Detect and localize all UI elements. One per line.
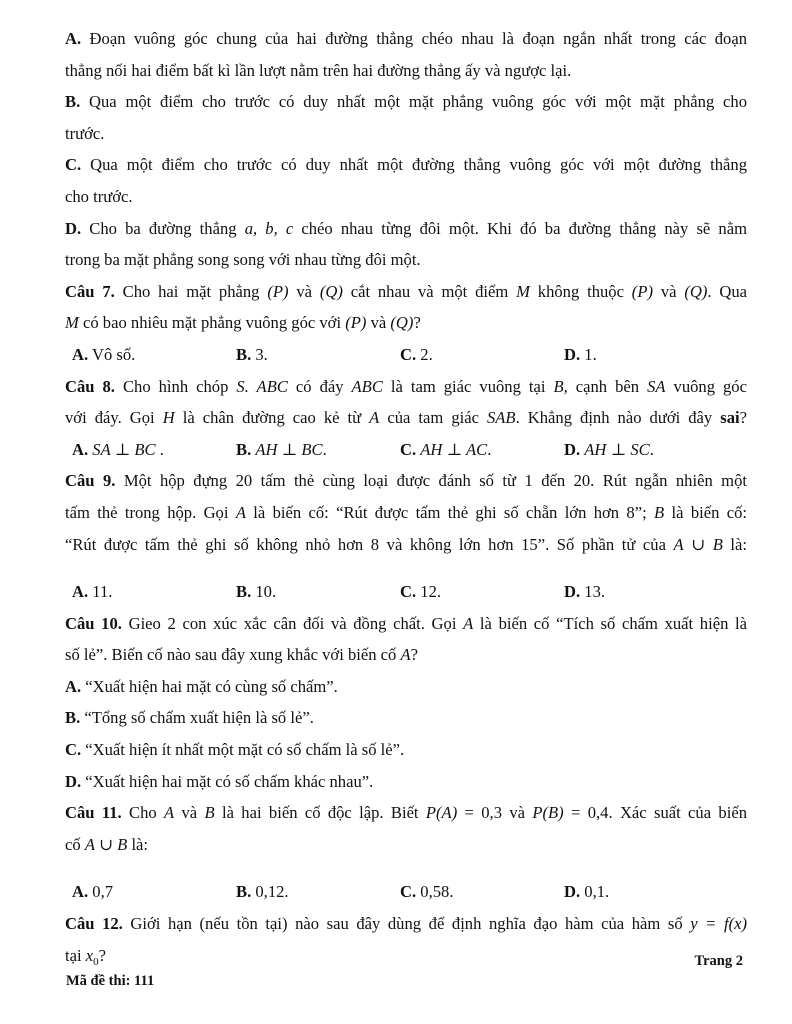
text-segment: D.: [564, 582, 581, 602]
text-line: [65, 734, 747, 766]
text-segment: là biến cố:: [664, 502, 747, 522]
answer-option: [557, 876, 747, 908]
text-segment: M: [65, 313, 79, 333]
answer-option: [229, 339, 393, 371]
text-segment: B: [553, 376, 564, 396]
text-segment: B.: [236, 344, 252, 364]
text-segment: là biến cố: “Rút được tấm thẻ ghi số chẵn lớn hơn 8”;: [245, 502, 655, 522]
answer-option: [65, 576, 229, 608]
text-segment: (Q): [390, 313, 414, 333]
text-segment: x: [85, 945, 94, 965]
text-segment: C.: [400, 439, 417, 459]
text-segment: A.: [65, 29, 82, 48]
text-segment: vuông góc: [665, 376, 747, 396]
text-segment: cho trước.: [65, 186, 133, 206]
text-line: [65, 244, 747, 276]
text-segment: trước.: [65, 123, 105, 143]
text-line: [65, 118, 747, 150]
text-segment: cố: [65, 834, 85, 854]
text-segment: P(A): [425, 803, 458, 823]
answer-option: [65, 876, 229, 908]
text-segment: chéo nhau từng đôi một. Khi đó ba đường thẳng này sẽ nằm: [293, 218, 747, 238]
text-segment: Câu 11.: [65, 803, 122, 823]
text-segment: A.: [72, 439, 89, 459]
text-segment: Cho hình chóp: [114, 376, 237, 396]
text-segment: D.: [564, 439, 581, 459]
text-segment: “Tổng số chấm xuất hiện là số lẻ”.: [80, 708, 314, 728]
text-segment: AH ⊥ SC: [584, 439, 650, 459]
text-line: [65, 639, 747, 671]
text-line: [65, 529, 747, 561]
text-segment: tấm thẻ trong hộp. Gọi: [65, 502, 236, 522]
text-line: [65, 608, 747, 640]
text-segment: SA ⊥ BC: [92, 439, 156, 459]
answer-option: [393, 576, 557, 608]
text-segment: 3.: [251, 344, 268, 364]
exam-document-body: [65, 23, 747, 971]
text-segment: không thuộc: [529, 281, 632, 301]
text-segment: (Q): [319, 281, 343, 301]
text-segment: (P): [267, 281, 289, 301]
text-line: [65, 276, 747, 308]
text-segment: D.: [65, 218, 82, 238]
text-segment: , cạnh bên: [563, 376, 648, 396]
text-segment: là:: [722, 534, 747, 554]
answer-option: [557, 576, 747, 608]
text-line: [65, 797, 747, 829]
text-line: [65, 829, 747, 861]
text-line: [65, 766, 747, 798]
text-segment: ∪: [94, 834, 118, 854]
text-segment: .: [322, 439, 327, 459]
text-segment: P(B): [532, 803, 564, 823]
text-line: [65, 86, 747, 118]
text-segment: và: [366, 313, 391, 333]
answer-option: [65, 339, 229, 371]
text-segment: ?: [739, 408, 747, 428]
text-segment: C.: [400, 344, 417, 364]
text-segment: trong ba mặt phẳng song song với nhau từng đôi một.: [65, 250, 421, 270]
answer-option: [229, 876, 393, 908]
text-segment: B.: [236, 439, 252, 459]
text-segment: Câu 12.: [65, 914, 123, 934]
text-segment: 1.: [580, 344, 597, 364]
text-segment: AH ⊥ BC: [255, 439, 323, 459]
text-segment: C.: [400, 582, 417, 602]
answer-option: [557, 434, 747, 466]
text-line: [65, 307, 747, 339]
text-line: [65, 181, 747, 213]
text-segment: B.: [236, 882, 252, 902]
text-segment: Giới hạn (nếu tồn tại) nào sau đây dùng để định nghĩa đạo hàm của hàm số: [122, 914, 691, 934]
text-segment: của tam giác: [379, 408, 487, 428]
text-segment: “Xuất hiện ít nhất một mặt có số chấm là số lẻ”.: [81, 740, 405, 760]
text-segment: Cho ba đường thẳng: [81, 218, 245, 238]
text-line: [65, 465, 747, 497]
text-line: [65, 497, 747, 529]
text-segment: A: [463, 613, 474, 633]
text-segment: Qua một điểm cho trước có duy nhất một đường thẳng vuông góc với một đường thẳng: [81, 155, 747, 175]
text-segment: số lẻ”. Biến cố nào sau đây xung khắc với biến cố: [65, 645, 401, 665]
text-segment: D.: [564, 344, 581, 364]
text-segment: “Rút được tấm thẻ ghi số không nhỏ hơn 8 và không lớn hơn 15”. Số phần tử của: [65, 534, 674, 554]
text-segment: C.: [400, 882, 417, 902]
text-segment: là biến cố “Tích số chấm xuất hiện là: [473, 613, 747, 633]
answer-options-row: [65, 576, 747, 608]
text-line: [65, 702, 747, 734]
text-segment: sai: [720, 408, 740, 428]
text-segment: 2.: [416, 344, 433, 364]
text-segment: B.: [65, 708, 81, 728]
text-segment: A: [400, 645, 411, 665]
text-segment: 0,58.: [416, 882, 454, 902]
answer-option: [393, 434, 557, 466]
text-segment: Cho: [121, 803, 165, 823]
page-number: Trang 2: [694, 953, 743, 969]
text-line: [65, 149, 747, 181]
text-segment: (Q): [684, 281, 708, 301]
text-segment: .: [649, 439, 654, 459]
text-segment: ABC: [351, 376, 383, 396]
text-segment: 11.: [88, 582, 113, 602]
text-segment: = 0,3 và: [457, 803, 533, 823]
text-segment: Đoạn vuông góc chung của hai đường thẳng chéo nhau là đoạn ngắn nhất trong các đoạn: [81, 29, 747, 48]
text-line: [65, 213, 747, 245]
text-segment: B: [204, 803, 215, 823]
text-segment: y = f(x): [690, 914, 747, 934]
text-segment: 12.: [416, 582, 442, 602]
text-segment: cắt nhau và một điểm: [342, 281, 517, 301]
text-segment: . Khẳng định nào dưới đây: [515, 408, 721, 428]
text-segment: 0,12.: [251, 882, 289, 902]
text-segment: H: [162, 408, 175, 428]
answer-option: [229, 576, 393, 608]
text-segment: (P): [345, 313, 367, 333]
text-segment: “Xuất hiện hai mặt có cùng số chấm”.: [81, 676, 338, 696]
text-segment: A: [369, 408, 380, 428]
answer-option: [65, 434, 229, 466]
text-segment: A: [673, 534, 684, 554]
text-segment: 0,7: [88, 882, 114, 902]
text-segment: là tam giác vuông tại: [382, 376, 554, 396]
text-segment: D.: [65, 771, 82, 791]
text-segment: Câu 10.: [65, 613, 122, 633]
text-segment: và: [653, 281, 685, 301]
answer-options-row: [65, 434, 747, 466]
text-segment: B: [712, 534, 723, 554]
text-segment: B.: [236, 582, 252, 602]
text-segment: với đáy. Gọi: [65, 408, 163, 428]
spacer: [65, 860, 747, 876]
text-segment: và: [288, 281, 320, 301]
text-segment: 13.: [580, 582, 606, 602]
text-segment: ?: [98, 945, 106, 965]
text-segment: là chân đường cao kẻ từ: [174, 408, 370, 428]
text-segment: tại: [65, 945, 86, 965]
text-segment: 0: [93, 955, 99, 968]
text-segment: A.: [65, 676, 82, 696]
text-segment: là:: [127, 834, 149, 854]
answer-option: [393, 339, 557, 371]
text-segment: ∪: [683, 534, 713, 554]
text-segment: A.: [72, 344, 89, 364]
text-line: [65, 671, 747, 703]
text-segment: .: [155, 439, 164, 459]
text-segment: a, b, c: [244, 218, 294, 238]
text-segment: M: [516, 281, 530, 301]
text-segment: là hai biến cố độc lập. Biết: [214, 803, 426, 823]
text-line: [65, 940, 747, 972]
text-segment: S. ABC: [236, 376, 288, 396]
text-segment: C.: [65, 740, 82, 760]
text-segment: Vô số.: [88, 344, 136, 364]
answer-options-row: [65, 339, 747, 371]
text-segment: 10.: [251, 582, 277, 602]
text-segment: (P): [631, 281, 653, 301]
text-segment: C.: [65, 155, 82, 175]
text-line: [65, 908, 747, 940]
text-segment: Câu 7.: [65, 281, 115, 301]
text-segment: có bao nhiêu mặt phẳng vuông góc với: [78, 313, 346, 333]
spacer: [65, 560, 747, 576]
text-segment: A: [235, 502, 246, 522]
text-segment: .: [487, 439, 492, 459]
text-segment: Một hộp đựng 20 tấm thẻ cùng loại được đánh số từ 1 đến 20. Rút ngẫn nhiên một: [115, 471, 747, 491]
text-segment: có đáy: [287, 376, 352, 396]
text-segment: Qua một điểm cho trước có duy nhất một mặt phẳng vuông góc với một mặt phẳng cho: [80, 92, 747, 112]
text-segment: A.: [72, 582, 89, 602]
text-segment: Câu 8.: [65, 376, 115, 396]
text-line: [65, 402, 747, 434]
text-segment: thẳng nối hai điểm bất kì lần lượt nằm trên hai đường thẳng ấy và ngược lại.: [65, 60, 572, 80]
text-segment: D.: [564, 882, 581, 902]
answer-option: [393, 876, 557, 908]
text-segment: SAB: [487, 408, 516, 428]
text-segment: Cho hai mặt phẳng: [114, 281, 268, 301]
text-segment: 0,1.: [580, 882, 610, 902]
text-line: [65, 371, 747, 403]
answer-options-row: [65, 876, 747, 908]
text-segment: Gieo 2 con xúc xắc cân đối và đồng chất. Gọi: [121, 613, 464, 633]
text-line: [65, 23, 747, 55]
text-segment: ?: [410, 645, 419, 665]
text-segment: A: [84, 834, 95, 854]
answer-option: [557, 339, 747, 371]
text-segment: . Qua: [707, 281, 747, 301]
text-segment: “Xuất hiện hai mặt có số chấm khác nhau”.: [81, 771, 374, 791]
text-segment: = 0,4. Xác suất của biến: [563, 803, 747, 823]
text-segment: B.: [65, 92, 81, 112]
text-segment: B: [117, 834, 128, 854]
text-segment: AH ⊥ AC: [420, 439, 488, 459]
text-segment: SA: [647, 376, 666, 396]
text-segment: ?: [413, 313, 421, 333]
answer-option: [229, 434, 393, 466]
exam-code: Mã đề thi: 111: [66, 973, 155, 989]
text-segment: A.: [72, 882, 89, 902]
text-segment: và: [174, 803, 205, 823]
text-segment: B: [654, 502, 665, 522]
text-segment: Câu 9.: [65, 471, 116, 491]
text-segment: A: [164, 803, 175, 823]
text-line: [65, 55, 747, 87]
